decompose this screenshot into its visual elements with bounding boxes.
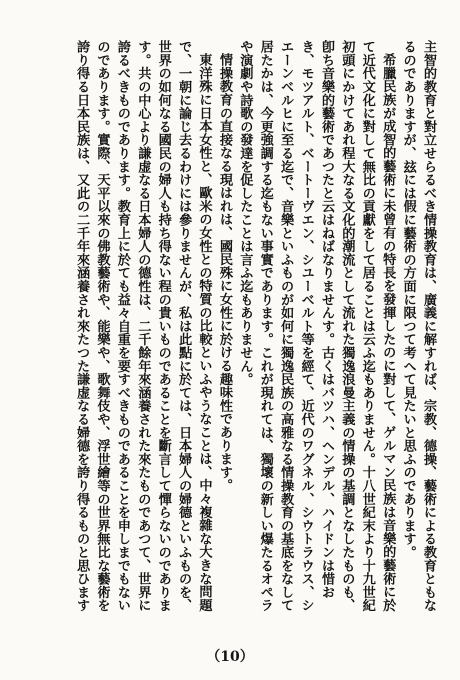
paragraph: 情操教育の直接なる現はれは、國民殊に女性に於ける趣味性であります。 <box>216 53 232 493</box>
body-text <box>20 40 438 618</box>
paragraph: 希臘民族が成智的藝術に未曾有の特長を發揮したのに對して、ゲルマン民族は音樂的藝術に於て近代文化に對して無比の貢獻をして居ることは云ふ迄もありません。十八世紀末より十九世紀初頭にかけてあれ程大なる文化的潮流として流れた獨逸浪曼主義の情操の基調となしたものも、卽ち音樂的藝術であつたと云はねばなりませんす。古くはバツハ、ヘンデル、ハイドンは惜おき、モツアルト、ベートーヴエン、シユーベルト等を經て、近代のワグネル、シウトラウス、シエーンベルヒに至る迄で、音樂といふものが如何に獨逸民族の高雅なる情操教育の基底をなして居たかは、今更強調する迄もない事實であります。これが現れては、獨壞の新しい爆たるオペラや演劇や詩歌の發達を促したことは言ふ迄もありません。 <box>237 40 396 612</box>
paragraph: 主智的教育と對立せらるべき情操教育は、廣義に解すれば、宗教、德操、藝術による教育ともなるのでありますが、玆には假に藝術の方面に限つて考へて見たいと思ふのであります。 <box>400 40 436 612</box>
paragraph: 東洋殊に日本女性と、歐米の女性との特質の比較といふやうなことは、中々複雜な大きな問題で、一朝に論じ去るわけには參りませんが、私は此點に於ては、日本婦人の婦德といふものを、世界の如何なる國民の婦人も持ち得ない程の貴いものであることを斷言して憚らないのであります。共の中心より謙虚なる日本婦人の德性は、二千餘年來涵養された來たものであつて、世界に誇るべきものであります。教育上に於ても益々自重を要すべきものであることを申しまでもないのであります。實際、天平以來の佛教藝術や、能樂や、歌舞伎や、浮世繪等の世界無比な藝術を誇り得る日本民族は、又此の二千年來涵養され來たつた謙虚なる婦德を誇り得るものと思ひます <box>74 40 212 612</box>
page-number: （10） <box>206 649 254 665</box>
